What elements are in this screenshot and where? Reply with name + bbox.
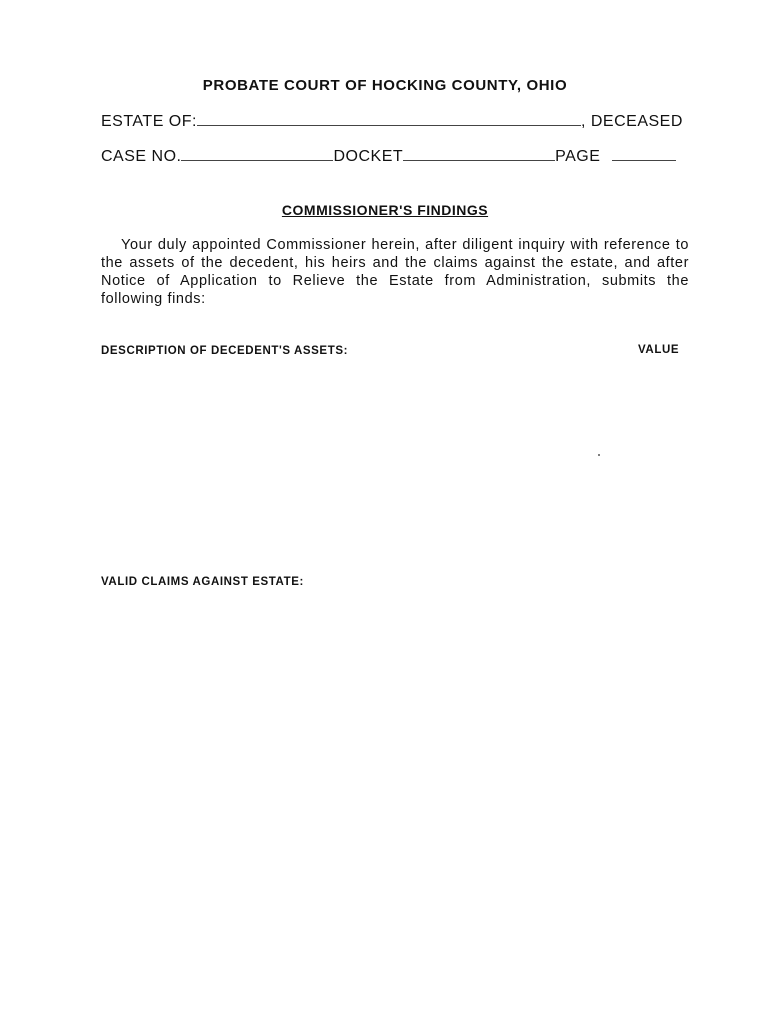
estate-name-blank[interactable] <box>197 111 581 126</box>
assets-section-label: DESCRIPTION OF DECEDENT'S ASSETS: <box>101 345 349 357</box>
case-no-label: CASE NO. <box>101 148 182 165</box>
page-label: PAGE <box>555 148 601 165</box>
court-title: PROBATE COURT OF HOCKING COUNTY, OHIO <box>202 77 568 94</box>
estate-of-row <box>101 111 689 131</box>
deceased-label: , DECEASED <box>580 113 683 130</box>
claims-section-label: VALID CLAIMS AGAINST ESTATE: <box>101 576 304 588</box>
case-number-row <box>101 146 689 166</box>
findings-heading: COMMISSIONER'S FINDINGS <box>281 202 489 218</box>
case-number-blank[interactable] <box>181 146 333 161</box>
page-blank[interactable] <box>612 146 676 161</box>
findings-paragraph: Your duly appointed Commissioner herein, after diligent inquiry with reference to the assets of the decedent, his heirs and the claims against the estate, and after Notice of Application to Relieve the Estate from Administration, submits the following finds: <box>101 237 689 307</box>
docket-blank[interactable] <box>403 146 555 161</box>
docket-label: DOCKET <box>333 148 404 165</box>
estate-of-label: ESTATE OF: <box>101 113 197 130</box>
value-column-label: VALUE <box>638 344 680 356</box>
scan-speck <box>598 454 600 456</box>
